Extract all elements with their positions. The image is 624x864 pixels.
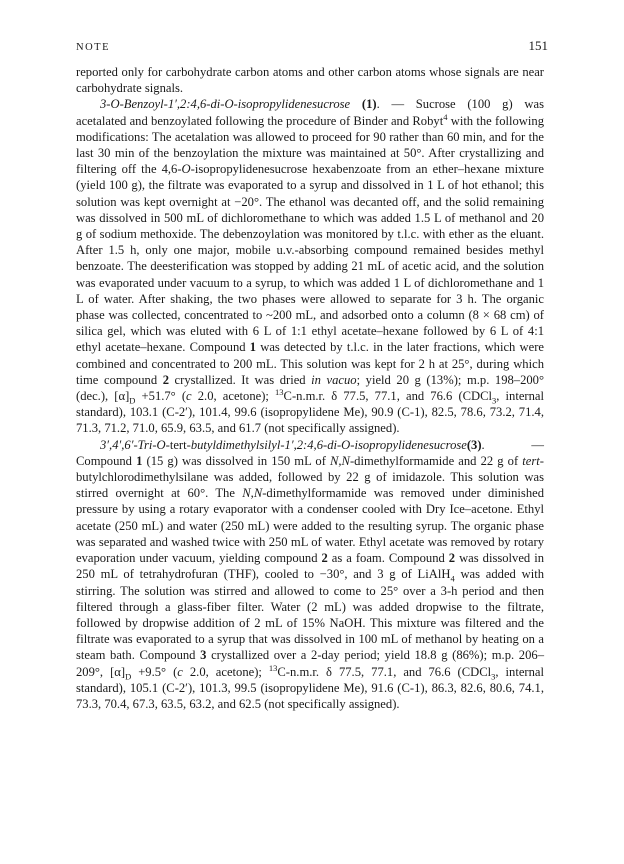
article-body [76, 64, 544, 712]
page-number: 151 [528, 38, 548, 53]
reference-marker: 4 [443, 111, 448, 122]
running-head-title: NOTE [76, 42, 110, 53]
compound-3-heading: 3′,4′,6′-Tri-O-tert-butyldimethylsilyl-1′,2:4,6-di-O-isopropylidenesucrose [100, 437, 467, 452]
compound-3-number: (3) [466, 437, 482, 452]
paragraph-compound-1: 3-O-Benzoyl-1′,2:4,6-di-O-isopropylidenesucrose (1). — Sucrose (100 g) was acetalated and benzoylated following the procedure of Binder and Robyt$^4$ with the following modifications: The acetalation was allowed to proceed for 90 rather than 60 min, and for the last 30 min of the benzoylation the mixture was maintained at 50°. After crystallizing and filtering off the 4,6-O-isopropylidenesucrose hexabenzoate from an ether–hexane mixture (yield 100 g), the filtrate was evaporated to a syrup and dissolved in 1 L of hot ethanol; this solution was kept overnight at −20°. The ethanol was decanted off, and the solid remaining was dissolved in 500 mL of dichloromethane to which was added 1.5 L of methanol and 20 g of sodium methoxide. The debenzoylation was monitored by t.l.c. with ether as the eluant. After 1.5 h, only one major, mobile u.v.-absorbing compound remained besides methyl benzoate. The deesterification was stopped by adding 21 mL of acetic acid, and the solution was evaporated under vacuum to a syrup, to which was added 1 L of dichloromethane and 1 L of water. After shaking, the two phases were allowed to separate for 3 h. The organic phase was collected, concentrated to ~200 mL, and adsorbed onto a column (8 × 68 cm) of silica gel, which was eluted with 6 L of 1:1 ethyl acetate–hexane followed by 6 L of 4:1 ethyl acetate–hexane. Compound 1 was detected by t.l.c. in the later fractions, which were combined and concentrated to 200 mL. This solution was kept for 2 h at 25°, during which time compound 2 crystallized. It was dried in vacuo; yield 20 g (13%); m.p. 198–200° (dec.), $[\alpha]_D +51.7^\circ$ (c 2.0, acetone); $^{13}$C-n.m.r. δ 77.5, 77.1, and 76.6 (CDCl$_3$, internal standard), 103.1 (C-2′), 101.4, 99.6 (isopropylidene Me), 90.9 (C-1), 82.5, 78.6, 73.2, 71.4, 71.3, 71.2, 71.0, 65.9, 63.5, and 61.7 (not specifically assigned). [76, 97, 545, 436]
paragraph-compound-3: 3′,4′,6′-Tri-O-tert-butyldimethylsilyl-1′,2:4,6-di-O-isopropylidenesucrose(3). — Compound 1 (15 g) was dissolved in 150 mL of N,N-dimethylformamide and 22 g of tert-butylchlorodimethylsilane was added, followed by 22 g of imidazole. This solution was stirred overnight at 60°. The N,N-dimethylformamide was removed under diminished pressure by using a rotary evaporator with a condenser cooled with Dry Ice–acetone. Ethyl acetate (250 mL) and water (250 mL) were added to the resulting syrup. The organic phase was separated and washed twice with 250 mL of water. Ethyl acetate was removed by rotary evaporation under vacuum, yielding compound 2 as a foam. Compound 2 was dissolved in 250 mL of tetrahydrofuran (THF), cooled to −30°, and 3 g of LiAlH$_4$ was added with stirring. The solution was stirred and allowed to come to 25° over a 3-h period and then filtered through a glass-fiber filter. Water (2 mL) was added dropwise to the filtrate, followed by dropwise addition of 2 mL of 15% NaOH. This mixture was filtered and the filtrate was evaporated to a syrup that was dissolved in 100 mL of methanol by heating on a steam bath. Compound 3 crystallized over a 2-day period; yield 18.8 g (86%); m.p. 206–209°, $[\alpha]_D +9.5^\circ$ (c 2.0, acetone); $^{13}$C-n.m.r. δ 77.5, 77.1, and 76.6 (CDCl$_3$, internal standard), 105.1 (C-2′), 101.3, 99.5 (isopropylidene Me), 91.6 (C-1), 86.3, 82.6, 80.6, 74.1, 73.3, 70.4, 67.3, 63.5, 63.2, and 62.5 (not specifically assigned). [76, 437, 545, 711]
compound-1-heading: 3-O-Benzoyl-1′,2:4,6-di-O-isopropylidenesucrose [100, 97, 351, 112]
compound-1-number: (1) [361, 97, 377, 112]
running-head [76, 38, 548, 54]
paragraph-continuation: reported only for carbohydrate carbon atoms and other carbon atoms whose signals are near carbohydrate signals. [76, 65, 544, 96]
